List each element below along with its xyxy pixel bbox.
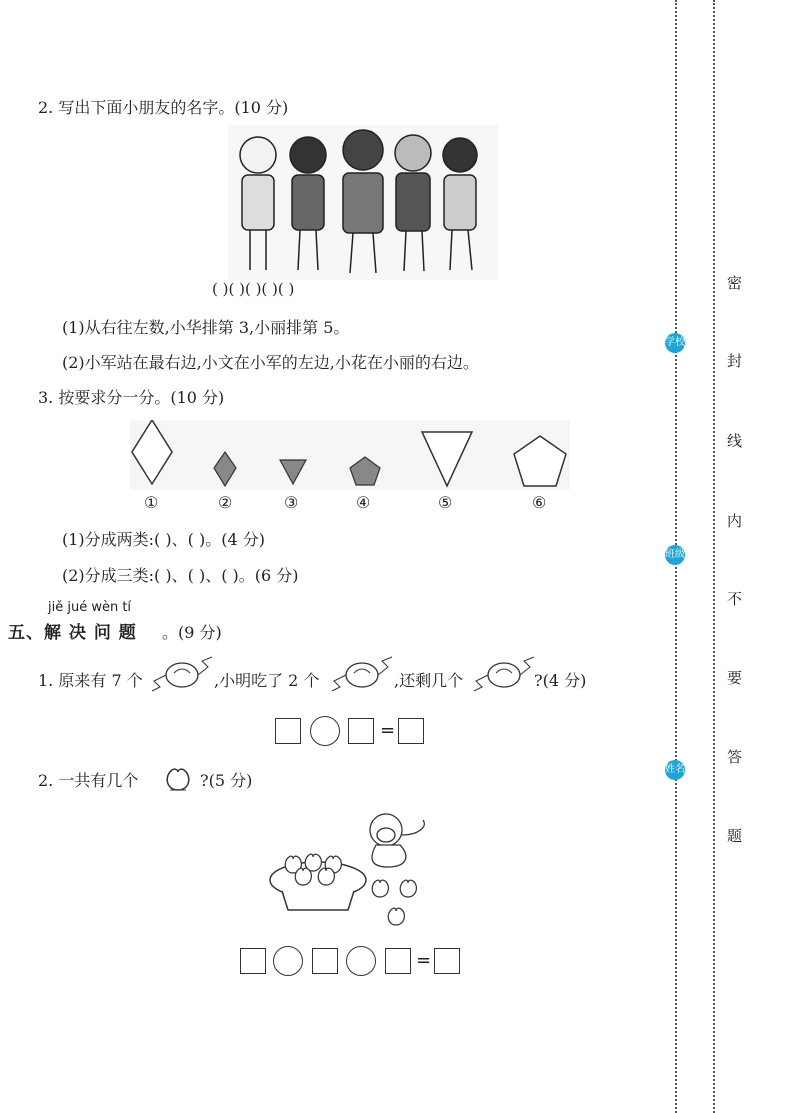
name-badge: 姓名 [665,760,685,780]
problem-2-text-a: 2. 一共有几个 [38,771,139,790]
seal-char: 内 [727,512,743,530]
question-3-title: 3. 按要求分一分。(10 分) [38,388,225,407]
shape-label-1: ① [144,493,159,512]
answer-box[interactable] [398,718,424,744]
answer-box[interactable] [348,718,374,744]
candy-icon [472,655,537,693]
candy-icon [330,655,395,693]
problem-1-text-b: ,小明吃了 2 个 [214,671,320,690]
candy-icon [150,655,215,693]
question-3-part-2[interactable]: (2)分成三类:( )、( )、( )。(6 分) [62,566,299,585]
problem-1-text-d: ?(4 分) [534,671,587,690]
operator-circle[interactable] [273,946,303,976]
class-badge: 班级 [665,545,685,565]
problem-1-text-c: ,还剩几个 [394,671,464,690]
seal-char: 密 [727,274,743,292]
shape-label-6: ⑥ [532,493,547,512]
shape-label-3: ③ [284,493,299,512]
section-5-title: 五、解 决 问 题 [8,623,137,643]
seal-char: 不 [727,590,743,608]
seal-char: 题 [727,827,743,845]
binding-line-outer [713,0,715,1113]
operator-circle[interactable] [346,946,376,976]
answer-box[interactable] [385,948,411,974]
answer-box[interactable] [240,948,266,974]
question-2-hint-1: (1)从右往左数,小华排第 3,小丽排第 5。 [62,318,350,337]
equals-sign: = [416,950,432,971]
shape-label-5: ⑤ [438,493,453,512]
section-5-score: 。(9 分) [162,623,222,642]
school-badge: 学校 [665,333,685,353]
operator-circle[interactable] [310,716,340,746]
answer-box[interactable] [312,948,338,974]
equals-sign: = [380,720,396,741]
problem-2-text-b: ?(5 分) [200,771,253,790]
seal-char: 要 [727,669,743,687]
problem-1-text-a: 1. 原来有 7 个 [38,671,143,690]
answer-box[interactable] [275,718,301,744]
seal-char: 线 [727,432,743,450]
section-5-pinyin: jiě jué wèn tí [48,600,132,615]
children-illustration [228,125,498,280]
name-blanks[interactable]: ( )( )( )( )( ) [212,280,295,298]
shapes-figure [130,420,570,490]
question-3-part-1[interactable]: (1)分成两类:( )、( )。(4 分) [62,530,265,549]
answer-box[interactable] [434,948,460,974]
seal-char: 答 [727,748,743,766]
shape-label-4: ④ [356,493,371,512]
monkey-peaches-illustration [268,805,438,935]
seal-char: 封 [727,352,743,370]
question-2-hint-2: (2)小军站在最右边,小文在小军的左边,小花在小丽的右边。 [62,353,479,372]
peach-icon [160,760,196,796]
shape-label-2: ② [218,493,233,512]
question-2-title: 2. 写出下面小朋友的名字。(10 分) [38,98,289,117]
